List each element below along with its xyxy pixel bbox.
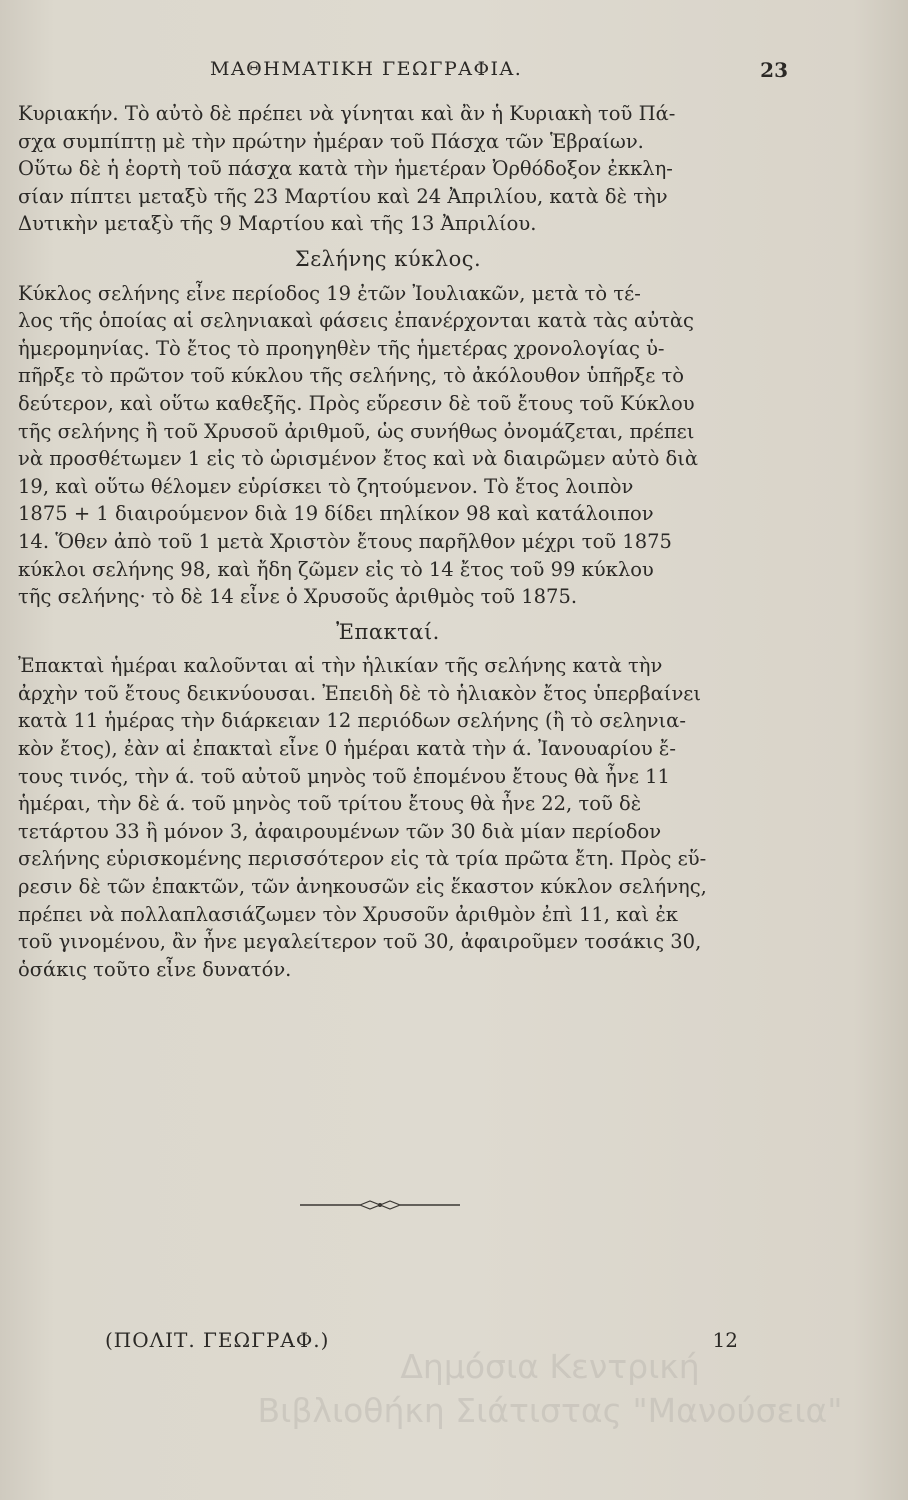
page-text — [18, 100, 758, 983]
text-line: ἡμερομηνίας. Τὸ ἔτος τὸ προηγηθὲν τῆς ἡμετέρας χρονολογίας ὑ- — [18, 336, 665, 360]
section-heading-lunar-cycle: Σελήνης κύκλος. — [294, 246, 482, 271]
text-line: Ἐπακταὶ ἡμέραι καλοῦνται αἱ τὴν ἡλικίαν τῆς σελήνης κατὰ τὴν — [18, 654, 663, 678]
text-line: Οὕτω δὲ ἡ ἑορτὴ τοῦ πάσχα κατὰ τὴν ἡμετέραν Ὀρθόδοξον ἐκκλη- — [18, 157, 673, 181]
text-line: ὁσάκις τοῦτο εἶνε δυνατόν. — [18, 957, 292, 981]
text-line: Κυριακήν. Τὸ αὐτὸ δὲ πρέπει νὰ γίνηται καὶ ἂν ἡ Κυριακὴ τοῦ Πά- — [18, 102, 676, 125]
text-line: ἡμέραι, τὴν δὲ ά. τοῦ μηνὸς τοῦ τρίτου ἔτους θὰ ἦνε 22, τοῦ δὲ — [18, 792, 642, 816]
text-line: ἀρχὴν τοῦ ἔτους δεικνύουσαι. Ἐπειδὴ δὲ τὸ ἡλιακὸν ἔτος ὑπερβαίνει — [18, 681, 702, 705]
watermark-line: Δημόσια Κεντρική — [400, 1347, 700, 1386]
text-line: πρέπει νὰ πολλαπλασιάζωμεν τὸν Χρυσοῦν ἀριθμὸν ἐπὶ 11, καὶ ἐκ — [18, 902, 678, 926]
text-line: τῆς σελήνης ἢ τοῦ Χρυσοῦ ἀριθμοῦ, ὡς συνήθως ὀνομάζεται, πρέπει — [18, 419, 695, 443]
text-line: δεύτερον, καὶ οὕτω καθεξῆς. Πρὸς εὕρεσιν δὲ τοῦ ἔτους τοῦ Κύκλου — [18, 391, 695, 415]
text-line: τοῦ γινομένου, ἂν ἦνε μεγαλείτερον τοῦ 30, ἀφαιροῦμεν τοσάκις 30, — [18, 930, 702, 954]
text-line: 19, καὶ οὕτω θέλομεν εὑρίσκει τὸ ζητούμενον. Τὸ ἔτος λοιπὸν — [18, 474, 634, 498]
text-line: σχα συμπίπτῃ μὲ τὴν πρώτην ἡμέραν τοῦ Πάσχα τῶν Ἑβραίων. — [18, 129, 644, 153]
text-line: λος τῆς ὁποίας αἱ σεληνιακαὶ φάσεις ἐπανέρχονται κατὰ τὰς αὐτὰς — [18, 309, 694, 333]
text-line: σελήνης εὑρισκομένης περισσότερον εἰς τὰ τρία πρῶτα ἔτη. Πρὸς εὕ- — [18, 847, 707, 871]
text-line: Δυτικὴν μεταξὺ τῆς 9 Μαρτίου καὶ τῆς 13 Ἀπριλίου. — [18, 212, 537, 236]
ornament-divider — [300, 1200, 460, 1210]
text-line: νὰ προσθέτωμεν 1 εἰς τὸ ὡρισμένον ἔτος καὶ νὰ διαιρῶμεν αὐτὸ διὰ — [18, 447, 699, 471]
text-line: 1875 + 1 διαιρούμενον διὰ 19 δίδει πηλίκον 98 καὶ κατάλοιπον — [18, 502, 654, 526]
text-line: σίαν πίπτει μεταξὺ τῆς 23 Μαρτίου καὶ 24 Ἀπριλίου, κατὰ δὲ τὴν — [18, 184, 668, 208]
text-line: Κύκλος σελήνης εἶνε περίοδος 19 ἐτῶν Ἰουλιακῶν, μετὰ τὸ τέ- — [18, 281, 641, 305]
text-line: κατὰ 11 ἡμέρας τὴν διάρκειαν 12 περιόδων σελήνης (ἢ τὸ σεληνια- — [18, 709, 686, 733]
paragraph-easter-dates — [18, 100, 758, 238]
running-title: ΜΑΘΗΜΑΤΙΚΗ ΓΕΩΓΡΑΦΙΑ. — [210, 58, 523, 80]
text-line: κύκλοι σελήνης 98, καὶ ἤδη ζῶμεν εἰς τὸ 14 ἔτος τοῦ 99 κύκλου — [18, 557, 654, 581]
section-heading-epacts: Ἐπακταί. — [336, 619, 440, 644]
text-line: κὸν ἔτος), ἐὰν αἱ ἐπακταὶ εἶνε 0 ἡμέραι κατὰ τὴν ά. Ἰανουαρίου ἔ- — [18, 737, 676, 761]
text-line: τετάρτου 33 ἢ μόνον 3, ἀφαιρουμένων τῶν 30 διὰ μίαν περίοδον — [18, 819, 662, 843]
text-line: τῆς σελήνης· τὸ δὲ 14 εἶνε ὁ Χρυσοῦς ἀριθμὸς τοῦ 1875. — [18, 585, 578, 609]
page-number: 23 — [760, 58, 788, 82]
text-line: ρεσιν δὲ τῶν ἐπακτῶν, τῶν ἀνηκουσῶν εἰς ἕκαστον κύκλον σελήνης, — [18, 875, 707, 899]
text-line: πῆρξε τὸ πρῶτον τοῦ κύκλου τῆς σελήνης, τὸ ἀκόλουθον ὑπῆρξε τὸ — [18, 364, 685, 388]
page-header — [100, 58, 788, 88]
library-watermark — [210, 1345, 890, 1433]
sheet-number: 12 — [712, 1328, 738, 1352]
paragraph-epacts — [18, 652, 758, 983]
text-line: τους τινός, τὴν ά. τοῦ αὐτοῦ μηνὸς τοῦ ἑπομένου ἔτους θὰ ἦνε 11 — [18, 764, 670, 788]
paragraph-lunar-cycle — [18, 280, 758, 611]
text-line: 14. Ὅθεν ἀπὸ τοῦ 1 μετὰ Χριστὸν ἔτους παρῆλθον μέχρι τοῦ 1875 — [18, 529, 672, 553]
printer-signature: (ΠΟΛΙΤ. ΓΕΩΓΡΑΦ.) — [105, 1328, 330, 1352]
watermark-line: Βιβλιοθήκη Σιάτιστας "Μανούσεια" — [257, 1391, 843, 1430]
